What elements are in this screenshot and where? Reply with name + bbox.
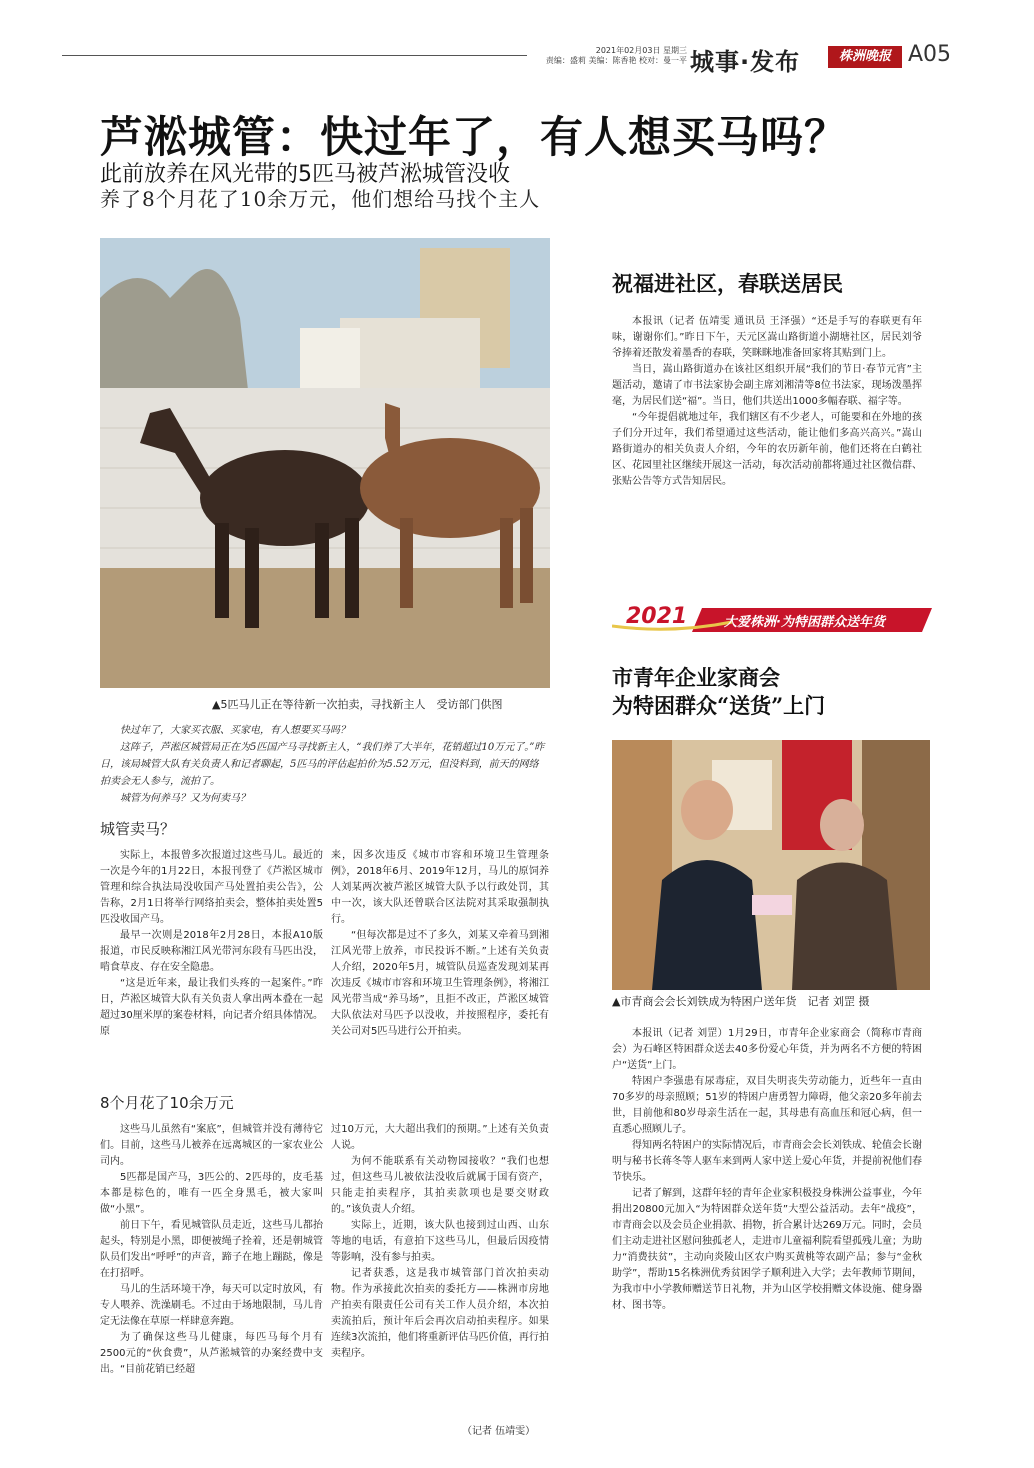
horses-photo-caption: ▲5匹马儿正在等待新一次拍卖，寻找新主人 受访部门供图 bbox=[212, 698, 503, 711]
banner-year: 2021 bbox=[626, 604, 688, 629]
main-headline: 芦淞城管：快过年了，有人想买马吗？ bbox=[100, 113, 848, 163]
header-rule bbox=[62, 55, 527, 56]
right-bottom-title-line1: 市青年企业家商会 bbox=[612, 665, 780, 690]
lead-paragraph: 这阵子，芦淞区城管局正在为5匹国产马寻找新主人，“我们养了大半年，花销超过10万元了。”昨日，该局城管大队有关负责人和记者聊起，5匹马的评估起拍价为5.52万元，但没料到，前天的网络拍卖会无人参与，流拍了。 bbox=[100, 742, 545, 787]
main-subhead-1: 此前放养在风光带的5匹马被芦淞城管没收 bbox=[100, 162, 510, 187]
body-paragraph: 马儿的生活环境干净，每天可以定时放风，有专人喂养、洗澡刷毛。不过由于场地限制，马儿肯定无法像在草原一样肆意奔跑。 bbox=[100, 1284, 323, 1327]
body-paragraph: 5匹都是国产马，3匹公的、2匹母的，皮毛基本都是棕色的，唯有一匹全身黑毛，被大家叫做“小黑”。 bbox=[100, 1172, 323, 1215]
section-title-1: 城管卖马？ bbox=[100, 820, 176, 838]
body-paragraph: 当日，嵩山路街道办在该社区组织开展“我们的节日·春节元宵”主题活动，邀请了市书法家协会副主席刘湘清等8位书法家，现场泼墨挥毫，为居民们送“福”。当日，他们共送出1000多幅春联、福字等。 bbox=[612, 364, 922, 407]
lead-paragraph: 快过年了，大家买衣服、买家电，有人想要买马吗？ bbox=[120, 725, 350, 736]
body-paragraph: 本报讯（记者 刘罡）1月29日，市青年企业家商会（简称市青商会）为石峰区特困群众送去40多份爱心年货，并为两名不方便的特困户“送货”上门。 bbox=[612, 1028, 922, 1071]
section-title-2: 8个月花了10余万元 bbox=[100, 1094, 234, 1112]
campaign-banner bbox=[612, 604, 932, 634]
body-paragraph: 最早一次则是2018年2月28日，本报A10版报道，市民反映称湘江风光带河东段有马匹出没，啃食草皮、存在安全隐患。 bbox=[100, 930, 323, 973]
banner-slogan: 大爱株洲·为特困群众送年货 bbox=[724, 615, 885, 630]
section1-col-right bbox=[331, 848, 549, 1040]
donation-photo-caption: ▲市青商会会长刘铁成为特困户送年货 记者 刘罡 摄 bbox=[612, 995, 870, 1008]
body-paragraph: “这是近年来，最让我们头疼的一起案件。”昨日，芦淞区城管大队有关负责人拿出两本叠在一起超过30厘米厚的案卷材料，向记者介绍具体情况。原 bbox=[100, 978, 323, 1037]
newspaper-logo: 株洲晚报 bbox=[828, 46, 902, 68]
section-name: 城事·发布 bbox=[690, 48, 801, 76]
body-paragraph: 实际上，近期，该大队也接到过山西、山东等地的电话，有意拍下这些马儿，但最后因疫情等影响，没有参与拍卖。 bbox=[331, 1220, 549, 1263]
body-paragraph: 本报讯（记者 伍靖雯 通讯员 王泽强）“还是手写的春联更有年味，谢谢你们。”昨日下午，天元区嵩山路街道小湖塘社区，居民刘爷爷捧着还散发着墨香的春联，笑眯眯地准备回家将其贴到门上。 bbox=[612, 316, 922, 359]
page-number: A05 bbox=[908, 42, 952, 67]
body-paragraph: “今年提倡就地过年，我们辖区有不少老人，可能要和在外地的孩子们分开过年，我们希望通过这些活动，能让他们多高兴高兴。”嵩山路街道办的相关负责人介绍，今年的农历新年前，他们还将在白鹤社区、花园里社区继续开展这一活动，每次活动前都将通过社区微信群、张贴公告等方式告知居民。 bbox=[612, 412, 922, 487]
body-paragraph: 为了确保这些马儿健康，每匹马每个月有2500元的“伙食费”，从芦淞城管的办案经费中支出。“目前花销已经超 bbox=[100, 1332, 323, 1375]
main-byline: （记者 伍靖雯） bbox=[462, 1426, 536, 1437]
horses-photo bbox=[100, 238, 550, 688]
body-paragraph: 记者了解到，这群年轻的青年企业家积极投身株洲公益事业，今年捐出20800元加入“为特困群众送年货”大型公益活动。去年“战疫”，市青商会以及会员企业捐款、捐物，折合累计达269万元。同时，会员们主动走进社区慰问独孤老人，走进市儿童福利院看望孤残儿童；为助力“消费扶贫”，主动向炎陵山区农户购买黄桃等农副产品；参与“金秋助学”，帮助15名株洲优秀贫困学子顺利进入大学；去年教师节期间，为我市中小学教师赠送节日礼物，并为山区学校捐赠文体设施、健身器材、图书等。 bbox=[612, 1188, 922, 1311]
body-paragraph: 来，因多次违反《城市市容和环境卫生管理条例》，2018年6月、2019年12月，马儿的原饲养人刘某两次被芦淞区城管大队予以行政处罚，其中一次，该大队还曾联合区法院对其采取强制执行。 bbox=[331, 850, 549, 925]
section1-col-left bbox=[100, 848, 323, 1040]
body-paragraph: 为何不能联系有关动物园接收？“我们也想过，但这些马儿被依法没收后就属于国有资产，只能走拍卖程序，其拍卖款项也是要交财政的。”该负责人介绍。 bbox=[331, 1156, 549, 1215]
header-info bbox=[537, 46, 687, 66]
right-top-body bbox=[612, 314, 922, 490]
horses-illustration bbox=[100, 238, 550, 688]
main-subhead-2: 养了8个月花了10余万元，他们想给马找个主人 bbox=[100, 187, 541, 211]
right-bottom-body bbox=[612, 1026, 922, 1314]
body-paragraph: “但每次都是过不了多久，刘某又牵着马到湘江风光带上放养，市民投诉不断。”上述有关负责人介绍，2020年5月，城管队员巡查发现刘某再次违反《城市市容和环境卫生管理条例》，将湘江风光带当成“养马场”，且拒不改正，芦淞区城管大队依法对马匹予以没收，并按照程序，委托有关公司对5匹马进行公开拍卖。 bbox=[331, 930, 549, 1037]
donation-illustration bbox=[612, 740, 930, 990]
body-paragraph: 实际上，本报曾多次报道过这些马儿。最近的一次是今年的1月22日，本报刊登了《芦淞区城市管理和综合执法局没收国产马处置拍卖公告》，公告称，2月1日将举行网络拍卖会，整体拍卖处置5匹没收国产马。 bbox=[100, 850, 323, 925]
lead-paragraph: 城管为何养马？又为何卖马？ bbox=[120, 793, 250, 804]
right-top-title: 祝福进社区，春联送居民 bbox=[612, 271, 843, 296]
body-paragraph: 记者获悉，这是我市城管部门首次拍卖动物。作为承接此次拍卖的委托方——株洲市房地产拍卖有限责任公司有关工作人员介绍，本次拍卖流拍后，预计年后会再次启动拍卖程序。如果连续3次流拍，他们将重新评估马匹价值，再行拍卖程序。 bbox=[331, 1268, 549, 1359]
body-paragraph: 得知两名特困户的实际情况后，市青商会会长刘铁成、轮值会长谢明与秘书长蒋冬等人驱车来到两人家中送上爱心年货，并提前祝他们春节快乐。 bbox=[612, 1140, 922, 1183]
body-paragraph: 这些马儿虽然有“案底”，但城管并没有薄待它们。目前，这些马儿被养在远离城区的一家农业公司内。 bbox=[100, 1124, 323, 1167]
lead-paragraphs bbox=[100, 722, 548, 807]
section2-col-right bbox=[331, 1122, 549, 1362]
right-bottom-title-line2: 为特困群众“送货”上门 bbox=[612, 693, 826, 718]
editor-credits: 责编：盛莉 美编：陈香艳 校对：曼一平 bbox=[545, 56, 687, 65]
donation-photo bbox=[612, 740, 930, 990]
body-paragraph: 过10万元，大大超出我们的预期。”上述有关负责人说。 bbox=[331, 1124, 549, 1151]
body-paragraph: 前日下午，看见城管队员走近，这些马儿都抬起头，特别是小黑，即便被绳子拴着，还是朝城管队员们发出“呼呼”的声音，蹄子在地上蹦跶，像是在打招呼。 bbox=[100, 1220, 323, 1279]
issue-date: 2021年02月03日 星期三 bbox=[595, 46, 687, 55]
body-paragraph: 特困户李强患有尿毒症，双目失明丧失劳动能力，近些年一直由70多岁的母亲照顾；51岁的特困户唐勇智力障碍，他父亲20多年前去世，目前他和80岁母亲生活在一起，其母患有高血压和冠心病，但一直悉心照顾儿子。 bbox=[612, 1076, 922, 1135]
section2-col-left bbox=[100, 1122, 323, 1378]
